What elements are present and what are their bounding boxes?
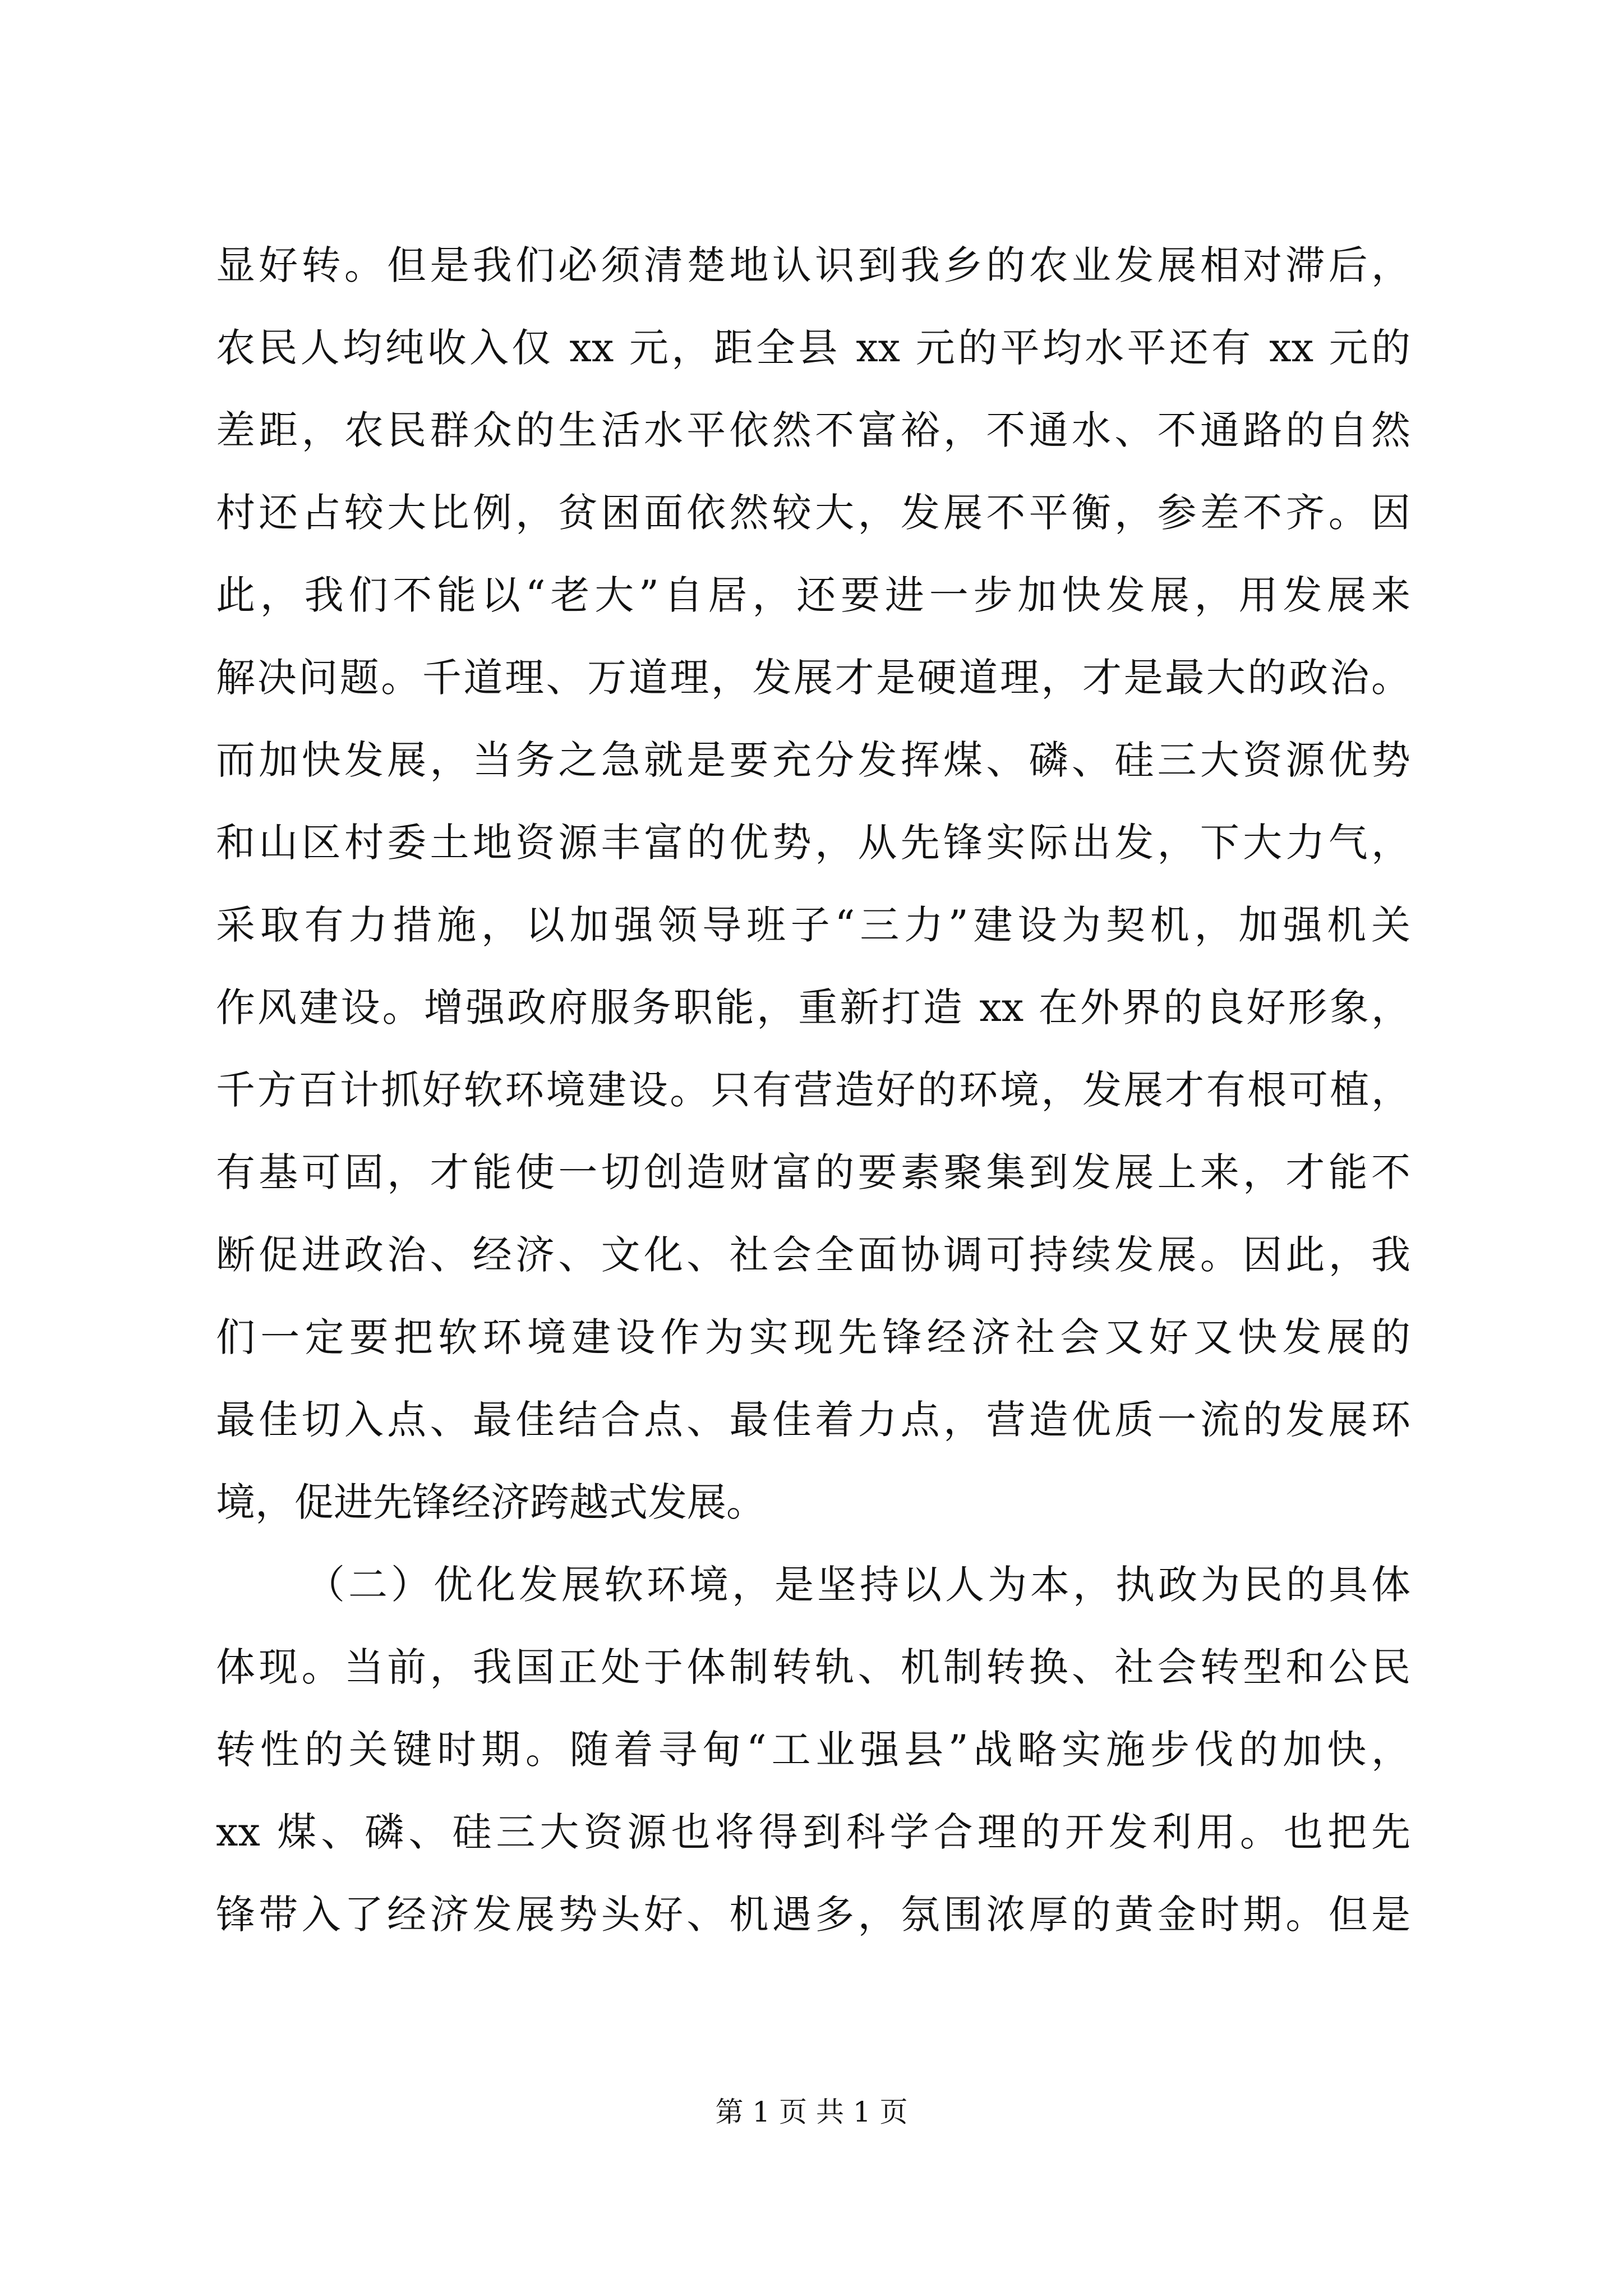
text-line: 体现。当前，我国正处于体制转轨、机制转换、社会转型和公民 bbox=[216, 1644, 1410, 1690]
text-line: 千方百计抓好软环境建设。只有营造好的环境，发展才有根可植， bbox=[216, 1067, 1410, 1113]
text-line: 和山区村委土地资源丰富的优势，从先锋实际出发，下大力气， bbox=[216, 820, 1410, 866]
text-line: 差距，农民群众的生活水平依然不富裕，不通水、不通路的自然 bbox=[216, 407, 1410, 453]
text-line: 显好转。但是我们必须清楚地认识到我乡的农业发展相对滞后， bbox=[216, 242, 1410, 288]
text-line: 最佳切入点、最佳结合点、最佳着力点，营造优质一流的发展环 bbox=[216, 1397, 1410, 1443]
text-line: 采取有力措施，以加强领导班子“三力”建设为契机，加强机关 bbox=[216, 902, 1410, 948]
page-footer: 第 1 页 共 1 页 bbox=[715, 2096, 908, 2128]
text-line: 村还占较大比例，贫困面依然较大，发展不平衡，参差不齐。因 bbox=[216, 490, 1410, 536]
body-text bbox=[216, 224, 1410, 1956]
text-line: xx 煤、磷、硅三大资源也将得到科学合理的开发利用。也把先 bbox=[216, 1809, 1410, 1855]
text-line: 境，促进先锋经济跨越式发展。 bbox=[216, 1479, 766, 1525]
text-line: 们一定要把软环境建设作为实现先锋经济社会又好又快发展的 bbox=[216, 1314, 1410, 1360]
text-line: 作风建设。增强政府服务职能，重新打造 xx 在外界的良好形象， bbox=[216, 984, 1410, 1030]
paragraph-first-line: （二）优化发展软环境，是坚持以人为本，执政为民的具体 bbox=[306, 1562, 1410, 1608]
text-line: 解决问题。千道理、万道理，发展才是硬道理，才是最大的政治。 bbox=[216, 655, 1410, 701]
text-line: 锋带入了经济发展势头好、机遇多，氛围浓厚的黄金时期。但是 bbox=[216, 1892, 1410, 1938]
text-line: 有基可固，才能使一切创造财富的要素聚集到发展上来，才能不 bbox=[216, 1149, 1410, 1195]
text-line: 此，我们不能以“老大”自居，还要进一步加快发展，用发展来 bbox=[216, 572, 1410, 618]
text-line: 而加快发展，当务之急就是要充分发挥煤、磷、硅三大资源优势 bbox=[216, 737, 1410, 783]
text-line: 转性的关键时期。随着寻甸“工业强县”战略实施步伐的加快， bbox=[216, 1727, 1410, 1773]
text-line: 断促进政治、经济、文化、社会全面协调可持续发展。因此，我 bbox=[216, 1232, 1410, 1278]
text-line: 农民人均纯收入仅 xx 元，距全县 xx 元的平均水平还有 xx 元的 bbox=[216, 325, 1410, 371]
